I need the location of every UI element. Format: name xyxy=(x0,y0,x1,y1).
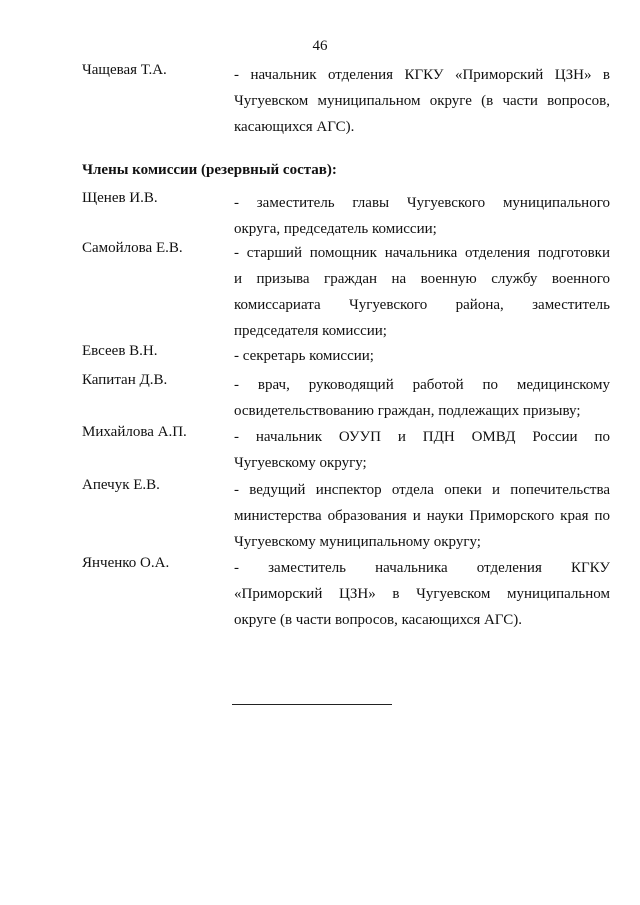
page-number: 46 xyxy=(312,38,328,54)
description-line: - секретарь комиссии; xyxy=(234,348,374,364)
member-description xyxy=(234,62,610,140)
section-heading: Члены комиссии (резервный состав): xyxy=(82,162,337,178)
description-line: - заместитель начальника отделения КГКУ xyxy=(234,560,610,576)
description-line: и призыва граждан на военную службу военного xyxy=(234,271,610,287)
description-line: Чугуевскому муниципальному округу; xyxy=(234,534,481,550)
member-description xyxy=(234,555,610,633)
description-line: - заместитель главы Чугуевского муниципального xyxy=(234,195,610,211)
member-description xyxy=(234,343,610,369)
description-line: округе (в части вопросов, касающихся АГС). xyxy=(234,612,523,628)
description-line: - начальник ОУУП и ПДН ОМВД России по xyxy=(234,429,610,445)
member-name: Михайлова А.П. xyxy=(82,424,187,440)
member-name: Чащевая Т.А. xyxy=(82,62,167,78)
description-line: округа, председатель комиссии; xyxy=(234,221,437,237)
description-line: - начальник отделения КГКУ «Приморский ЦЗН» в xyxy=(234,67,610,83)
description-line: - старший помощник начальника отделения подготовки xyxy=(234,245,610,261)
description-line: «Приморский ЦЗН» в Чугуевском муниципальном xyxy=(234,586,610,602)
closing-separator-line xyxy=(232,704,392,705)
description-line: освидетельствованию граждан, подлежащих призыву; xyxy=(234,403,581,419)
description-line: - ведущий инспектор отдела опеки и попечительства xyxy=(234,482,610,498)
member-name: Евсеев В.Н. xyxy=(82,343,158,359)
description-line: Чугуевскому округу; xyxy=(234,455,367,471)
member-name: Самойлова Е.В. xyxy=(82,240,183,256)
member-description xyxy=(234,477,610,555)
description-line: комиссариата Чугуевского района, заместитель xyxy=(234,297,610,313)
member-name: Щенев И.В. xyxy=(82,190,158,206)
member-description xyxy=(234,190,610,242)
description-line: - врач, руководящий работой по медицинскому xyxy=(234,377,610,393)
member-name: Янченко О.А. xyxy=(82,555,170,571)
member-description xyxy=(234,424,610,476)
description-line: председателя комиссии; xyxy=(234,323,387,339)
description-line: касающихся АГС). xyxy=(234,119,355,135)
member-description xyxy=(234,240,610,344)
description-line: министерства образования и науки Приморского края по xyxy=(234,508,610,524)
member-name: Капитан Д.В. xyxy=(82,372,168,388)
member-description xyxy=(234,372,610,424)
description-line: Чугуевском муниципальном округе (в части вопросов, xyxy=(234,93,610,109)
member-name: Апечук Е.В. xyxy=(82,477,160,493)
